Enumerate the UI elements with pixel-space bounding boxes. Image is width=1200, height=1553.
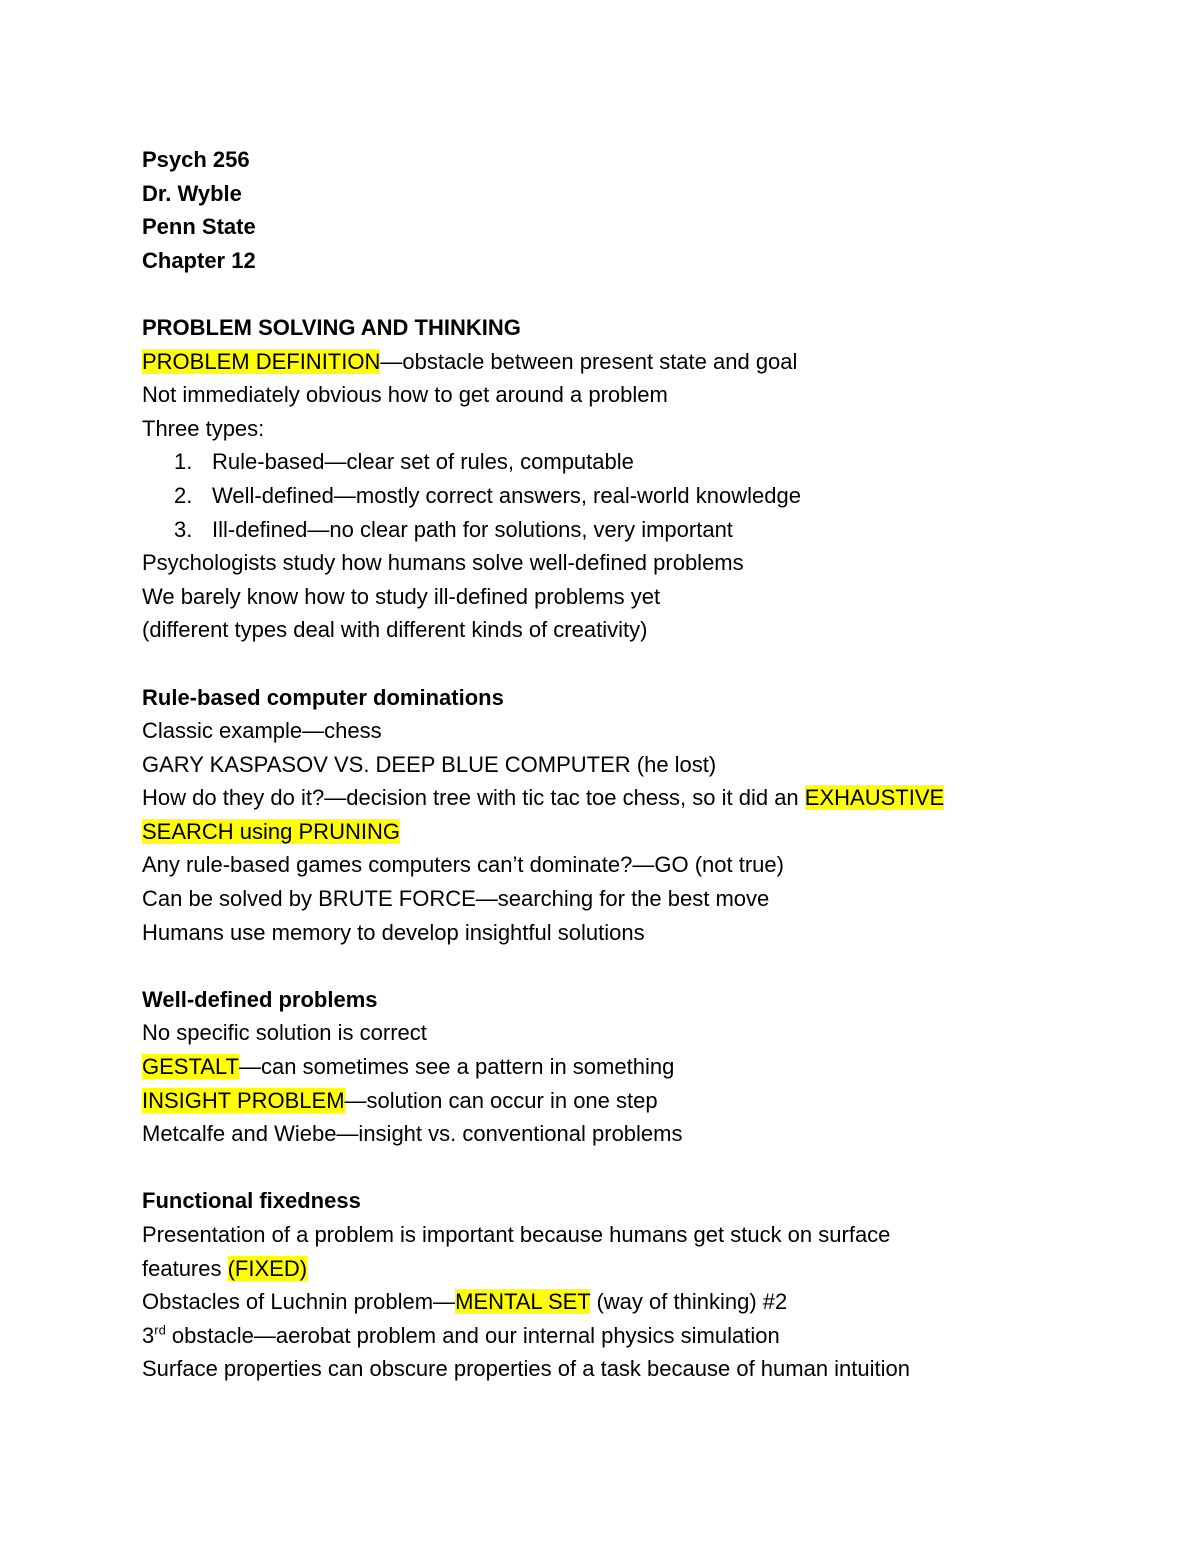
list-item	[142, 513, 1072, 547]
text-line	[142, 781, 1072, 815]
list-number: 1.	[174, 449, 193, 475]
line-text: (way of thinking) #2	[590, 1289, 788, 1315]
text-line: Surface properties can obscure properties of a task because of human intuition	[142, 1356, 911, 1382]
highlighted-term: (FIXED)	[227, 1255, 308, 1281]
list-item-text: Well-defined—mostly correct answers, real-world knowledge	[212, 482, 801, 508]
highlighted-term: PROBLEM DEFINITION	[142, 348, 381, 374]
highlighted-term: SEARCH using PRUNING	[142, 818, 400, 844]
line-text: Obstacles of Luchnin problem—	[142, 1289, 456, 1315]
highlighted-term: GESTALT	[142, 1054, 239, 1080]
list-number: 3.	[174, 516, 193, 542]
highlighted-term: MENTAL SET	[455, 1289, 591, 1315]
blank-line	[142, 647, 1072, 681]
line-text: —solution can occur in one step	[344, 1087, 658, 1113]
ordinal-suffix: rd	[154, 1322, 166, 1338]
text-line: GARY KASPASOV VS. DEEP BLUE COMPUTER (he lost)	[142, 751, 717, 777]
text-line: Metcalfe and Wiebe—insight vs. conventional problems	[142, 1121, 683, 1147]
text-line	[142, 1050, 1072, 1084]
highlighted-term: EXHAUSTIVE	[804, 785, 945, 811]
blank-line	[142, 277, 1072, 311]
section-title: PROBLEM SOLVING AND THINKING	[142, 314, 521, 340]
line-text: —can sometimes see a pattern in something	[238, 1054, 675, 1080]
ordinal-number: 3	[142, 1322, 155, 1348]
text-line	[142, 345, 1072, 379]
section-title: Functional fixedness	[142, 1188, 361, 1214]
text-line	[142, 1319, 1072, 1353]
list-number: 2.	[174, 482, 193, 508]
text-line: Not immediately obvious how to get around a problem	[142, 382, 668, 408]
text-line: Three types:	[142, 415, 265, 441]
list-item-text: Rule-based—clear set of rules, computable	[212, 449, 634, 475]
line-text: features	[142, 1255, 228, 1281]
section-title: Well-defined problems	[142, 986, 378, 1012]
text-line: Can be solved by BRUTE FORCE—searching for the best move	[142, 886, 770, 912]
list-item	[142, 445, 1072, 479]
course-name: Psych 256	[142, 147, 250, 172]
text-line: We barely know how to study ill-defined problems yet	[142, 583, 661, 609]
line-text: How do they do it?—decision tree with tic tac toe chess, so it did an	[142, 785, 805, 811]
instructor-name: Dr. Wyble	[142, 180, 242, 206]
text-line: Psychologists study how humans solve well-defined problems	[142, 550, 744, 576]
text-line: (different types deal with different kinds of creativity)	[142, 617, 648, 643]
text-line: Humans use memory to develop insightful solutions	[142, 919, 645, 945]
notes-body	[142, 143, 1072, 1386]
highlighted-term: INSIGHT PROBLEM	[142, 1087, 345, 1113]
line-text: —obstacle between present state and goal	[380, 348, 798, 374]
text-line: Classic example—chess	[142, 718, 382, 744]
line-text: obstacle—aerobat problem and our internal physics simulation	[165, 1322, 780, 1348]
text-line	[142, 1084, 1072, 1118]
list-item-text: Ill-defined—no clear path for solutions, very important	[212, 516, 733, 542]
text-line	[142, 1285, 1072, 1319]
blank-line	[142, 1151, 1072, 1185]
chapter-label: Chapter 12	[142, 247, 256, 273]
section-title: Rule-based computer dominations	[142, 684, 504, 710]
text-line: Presentation of a problem is important because humans get stuck on surface	[142, 1222, 891, 1247]
list-item	[142, 479, 1072, 513]
text-line	[142, 1252, 1072, 1286]
text-line	[142, 815, 1072, 849]
school-name: Penn State	[142, 214, 256, 240]
blank-line	[142, 949, 1072, 983]
text-line: Any rule-based games computers can’t dominate?—GO (not true)	[142, 852, 784, 878]
text-line: No specific solution is correct	[142, 1020, 427, 1046]
